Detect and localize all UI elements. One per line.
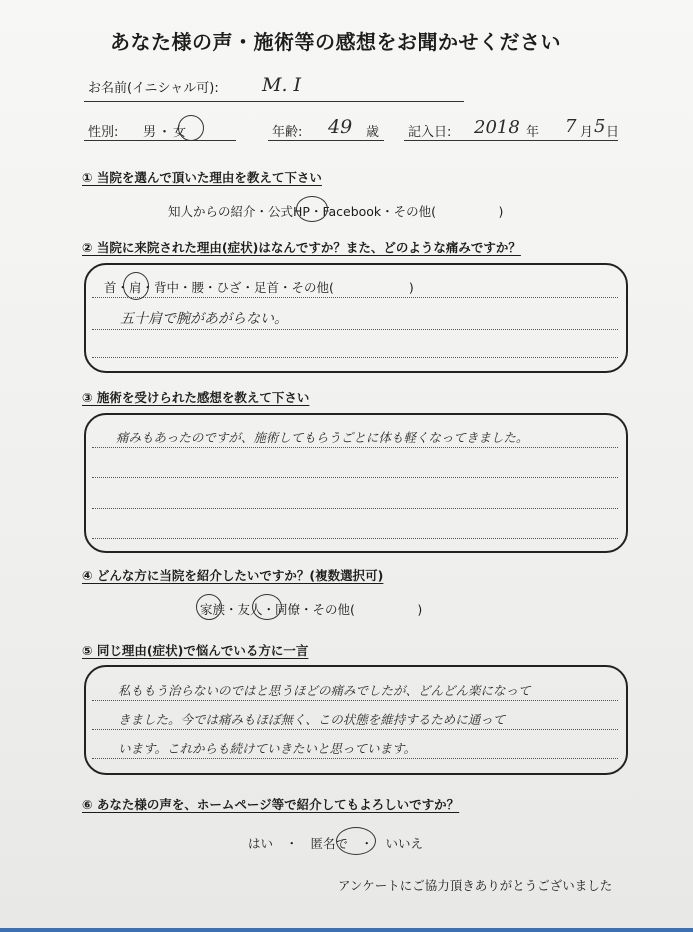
age-unit: 歳 bbox=[366, 125, 380, 140]
month-unit: 月 bbox=[580, 125, 594, 140]
q4-title: ④ どんな方に当院を紹介したいですか？(複数選択可) bbox=[82, 568, 384, 583]
q2-line-1 bbox=[92, 297, 618, 298]
year-unit: 年 bbox=[526, 125, 540, 140]
q5-answer-line-2: きました。今では痛みもほぼ無く、この状態を維持するために通って bbox=[118, 712, 506, 727]
q6-options: はい ・ 匿名で ・ いいえ bbox=[248, 836, 424, 851]
age-value: 49 bbox=[328, 116, 353, 138]
q3-line-3 bbox=[92, 508, 618, 509]
gender-label: 性別: bbox=[88, 125, 119, 140]
gender-options: 男・女 bbox=[143, 125, 189, 140]
q4-selection-circle-2 bbox=[252, 594, 282, 620]
q5-answer-line-3: います。これからも続けていきたいと思っています。 bbox=[118, 741, 417, 756]
day-unit: 日 bbox=[606, 125, 620, 140]
q4-selection-circle-1 bbox=[196, 594, 222, 620]
q1-title: ① 当院を選んで頂いた理由を教えて下さい bbox=[82, 170, 322, 185]
q2-line-3 bbox=[92, 357, 618, 358]
gender-underline bbox=[84, 140, 236, 141]
q2-answer: 五十肩で腕があがらない。 bbox=[120, 311, 288, 327]
q5-title: ⑤ 同じ理由(症状)で悩んでいる方に一言 bbox=[82, 643, 309, 658]
date-underline bbox=[404, 140, 618, 141]
name-label: お名前(イニシャル可): bbox=[88, 81, 219, 96]
date-month: 7 bbox=[565, 116, 577, 137]
q3-answer: 痛みもあったのですが、施術してもらうごとに体も軽くなってきました。 bbox=[116, 430, 529, 445]
form-title: あなた様の声・施術等の感想をお聞かせください bbox=[110, 30, 561, 54]
q5-line-3 bbox=[92, 758, 618, 759]
q4-options: 家族・友人・同僚・その他( ) bbox=[200, 602, 423, 617]
q5-answer-line-1: 私ももう治らないのではと思うほどの痛みでしたが、どんどん楽になって bbox=[118, 683, 531, 698]
q3-line-1 bbox=[92, 447, 618, 448]
q2-title: ② 当院に来院された理由(症状)はなんですか？また、どのような痛みですか？ bbox=[82, 240, 521, 255]
q6-title: ⑥ あなた様の声を、ホームページ等で紹介してもよろしいですか？ bbox=[82, 797, 460, 812]
date-day: 5 bbox=[594, 116, 606, 137]
q2-line-2 bbox=[92, 329, 618, 330]
bottom-border bbox=[0, 928, 693, 932]
q3-line-2 bbox=[92, 477, 618, 478]
q3-title: ③ 施術を受けられた感想を教えて下さい bbox=[82, 390, 310, 405]
q1-selection-circle bbox=[296, 196, 328, 222]
date-label: 記入日: bbox=[408, 125, 452, 140]
q6-selection-circle bbox=[336, 827, 376, 855]
q2-options: 首・肩・背中・腰・ひざ・足首・その他( ) bbox=[104, 280, 414, 295]
name-value: M. I bbox=[262, 74, 302, 96]
thank-you-note: アンケートにご協力頂きありがとうございました bbox=[338, 878, 613, 893]
q5-line-1 bbox=[92, 700, 618, 701]
date-year: 2018 bbox=[474, 117, 520, 138]
gender-selection-circle bbox=[178, 115, 204, 141]
q5-line-2 bbox=[92, 729, 618, 730]
q3-line-4 bbox=[92, 538, 618, 539]
name-underline bbox=[84, 101, 464, 102]
q1-options: 知人からの紹介・公式HP・Facebook・その他( ) bbox=[168, 204, 504, 219]
age-underline bbox=[268, 140, 384, 141]
age-label: 年齢: bbox=[272, 125, 303, 140]
q2-selection-circle bbox=[123, 272, 149, 300]
